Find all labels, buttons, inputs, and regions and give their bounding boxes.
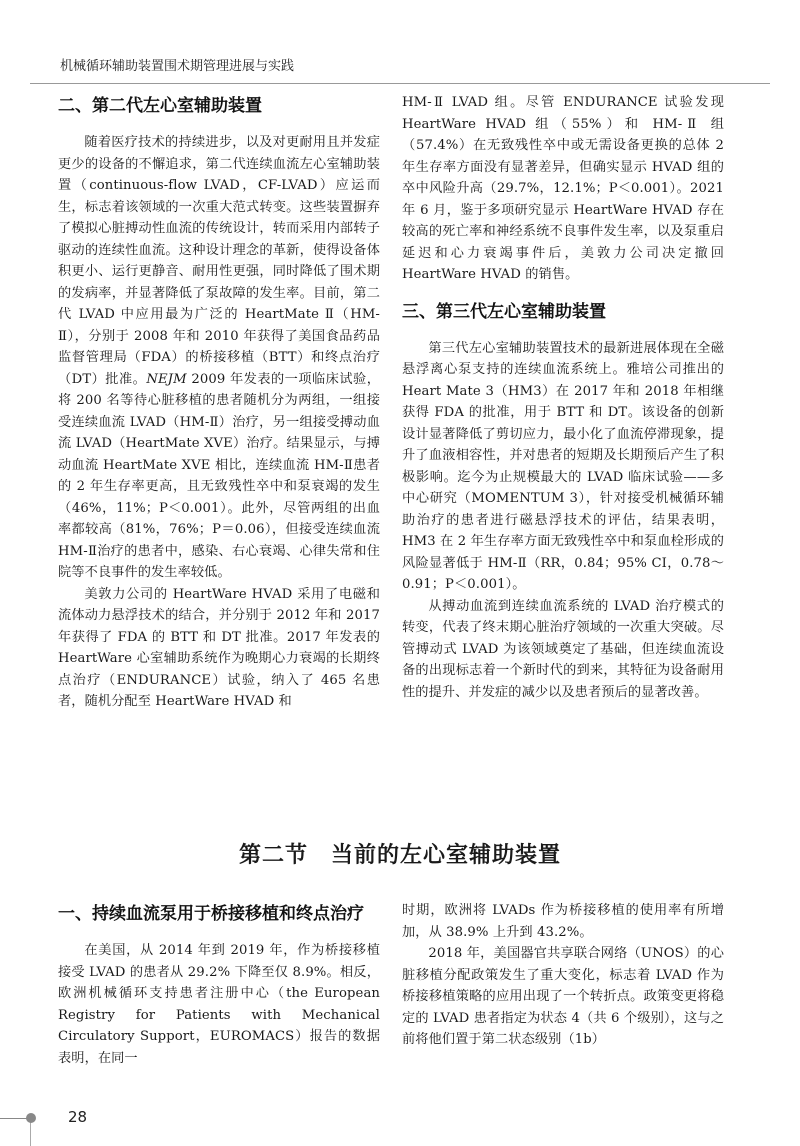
right-column-top bbox=[402, 92, 724, 703]
paragraph: 在美国，从 2014 年到 2019 年，作为桥接移植接受 LVAD 的患者从 29.2% 下降至仅 8.9%。相反，欧洲机械循环支持患者注册中心（the European Registry for Patients with Mechanical Circulatory Support，EUROMACS）报告的数据表明，在同一 bbox=[58, 943, 380, 1066]
right-column-bottom bbox=[402, 900, 724, 1051]
paragraph: 美敦力公司的 HeartWare HVAD 采用了电磁和流体动力悬浮技术的结合，并分别于 2012 年和 2017 年获得了 FDA 的 BTT 和 DT 批准。2017 年发表的 HeartWare 心室辅助系统作为晚期心力衰竭的长期终点治疗（ENDURANCE）试验，纳入了 465 名患者，随机分配至 HeartWare HVAD 和 bbox=[58, 586, 380, 709]
paragraph-text: 2009 年发表的一项临床试验，将 200 名等待心脏移植的患者随机分为两组，一组接受连续血流 LVAD（HM-Ⅱ）治疗，另一组接受搏动血流 LVAD（HeartMate XVE）治疗。结果显示，与搏动血流 HeartMate XVE 相比，连续血流 HM-Ⅱ患者的 2 年生存率更高，且无致残性卒中和泵衰竭的发生（46%，11%；P＜0.001）。此外，尽管两组的出血率都较高（81%，76%；P＝0.06），但接受连续血流 HM-Ⅱ治疗的患者中，感染、右心衰竭、心律失常和住院等不良事件的发生率较低。 bbox=[58, 371, 380, 580]
paragraph bbox=[58, 132, 380, 584]
journal-name: NEJM bbox=[146, 371, 187, 387]
section-heading-third-gen: 三、第三代左心室辅助装置 bbox=[402, 301, 606, 322]
left-column-top bbox=[58, 92, 380, 713]
section-heading-second-gen: 二、第二代左心室辅助装置 bbox=[58, 96, 262, 116]
subsection-heading: 一、持续血流泵用于桥接移植和终点治疗 bbox=[58, 904, 364, 924]
paragraph: 2018 年，美国器官共享联合网络（UNOS）的心脏移植分配政策发生了重大变化，标志着 LVAD 作为桥接移植策略的应用出现了一个转折点。政策变更将稳定的 LVAD 患者指定为状态 4（共 6 个级别），这与之前将他们置于第二状态级别（1b） bbox=[402, 946, 724, 1047]
paragraph: 从搏动血流到连续血流系统的 LVAD 治疗模式的转变，代表了终末期心脏治疗领域的一次重大突破。尽管搏动式 LVAD 为该领域奠定了基础，但连续血流设备的出现标志着一个新时代的到来，其特征为设备耐用性的提升、并发症的减少以及患者预后的显著改善。 bbox=[402, 598, 724, 700]
paragraph: 第三代左心室辅助装置技术的最新进展体现在全磁悬浮离心泵支持的连续血流系统上。雅培公司推出的 Heart Mate 3（HM3）在 2017 年和 2018 年相继获得 FDA 的批准，用于 BTT 和 DT。该设备的创新设计显著降低了剪切应力，最小化了血流停滞现象，提升了血液相容性，并对患者的短期及长期预后产生了积极影响。迄今为止规模最大的 LVAD 临床试验——多中心研究（MOMENTUM 3），针对接受机械循环辅助治疗的患者进行磁悬浮技术的评估，结果表明，HM3 在 2 年生存率方面无致残性卒中和泵血栓形成的风险显著低于 HM-Ⅱ（RR，0.84；95% CI，0.78～0.91；P＜0.001）。 bbox=[402, 340, 724, 592]
paragraph-text: 随着医疗技术的持续进步，以及对更耐用且并发症更少的设备的不懈追求，第二代连续血流左心室辅助装置（continuous-flow LVAD，CF-LVAD）应运而生，标志着该领域的一次重大范式转变。这些装置摒弃了模拟心脏搏动性血流的传统设计，转而采用内部转子驱动的连续性血流。这种设计理念的革新，使得设备体积更小、运行更静音、耐用性更强，同时降低了围术期的发病率，并显著降低了泵故障的发生率。目前，第二代 LVAD 中应用最为广泛的 HeartMate Ⅱ（HM-Ⅱ），分别于 2008 年和 2010 年获得了美国食品药品监督管理局（FDA）的桥接移植（BTT）和终点治疗（DT）批准。 bbox=[58, 135, 380, 387]
chapter-title: 第二节 当前的左心室辅助装置 bbox=[238, 843, 561, 868]
paragraph-continued: HM-Ⅱ LVAD 组。尽管 ENDURANCE 试验发现 HeartWare HVAD 组（55%）和 HM-Ⅱ 组（57.4%）在无致残性卒中或无需设备更换的总体 2 年生存率方面没有显著差异，但确实显示 HVAD 组的卒中风险升高（29.7%，12.1%；P＜0.001）。2021 年 6 月，鉴于多项研究显示 HeartWare HVAD 存在较高的死亡率和神经系统不良事件发生率，以及泵重启延迟和心力衰竭事件后，美敦力公司决定撤回 HeartWare HVAD 的销售。 bbox=[402, 95, 724, 282]
left-column-bottom bbox=[58, 900, 380, 1069]
running-header: 机械循环辅助装置围术期管理进展与实践 bbox=[60, 59, 295, 74]
page-marker-dot bbox=[26, 1113, 36, 1123]
paragraph-continued: 时期，欧洲将 LVADs 作为桥接移植的使用率有所增加，从 38.9% 上升到 43.2%。 bbox=[402, 903, 724, 940]
header-rule bbox=[30, 83, 770, 84]
page-number: 28 bbox=[68, 1108, 88, 1126]
